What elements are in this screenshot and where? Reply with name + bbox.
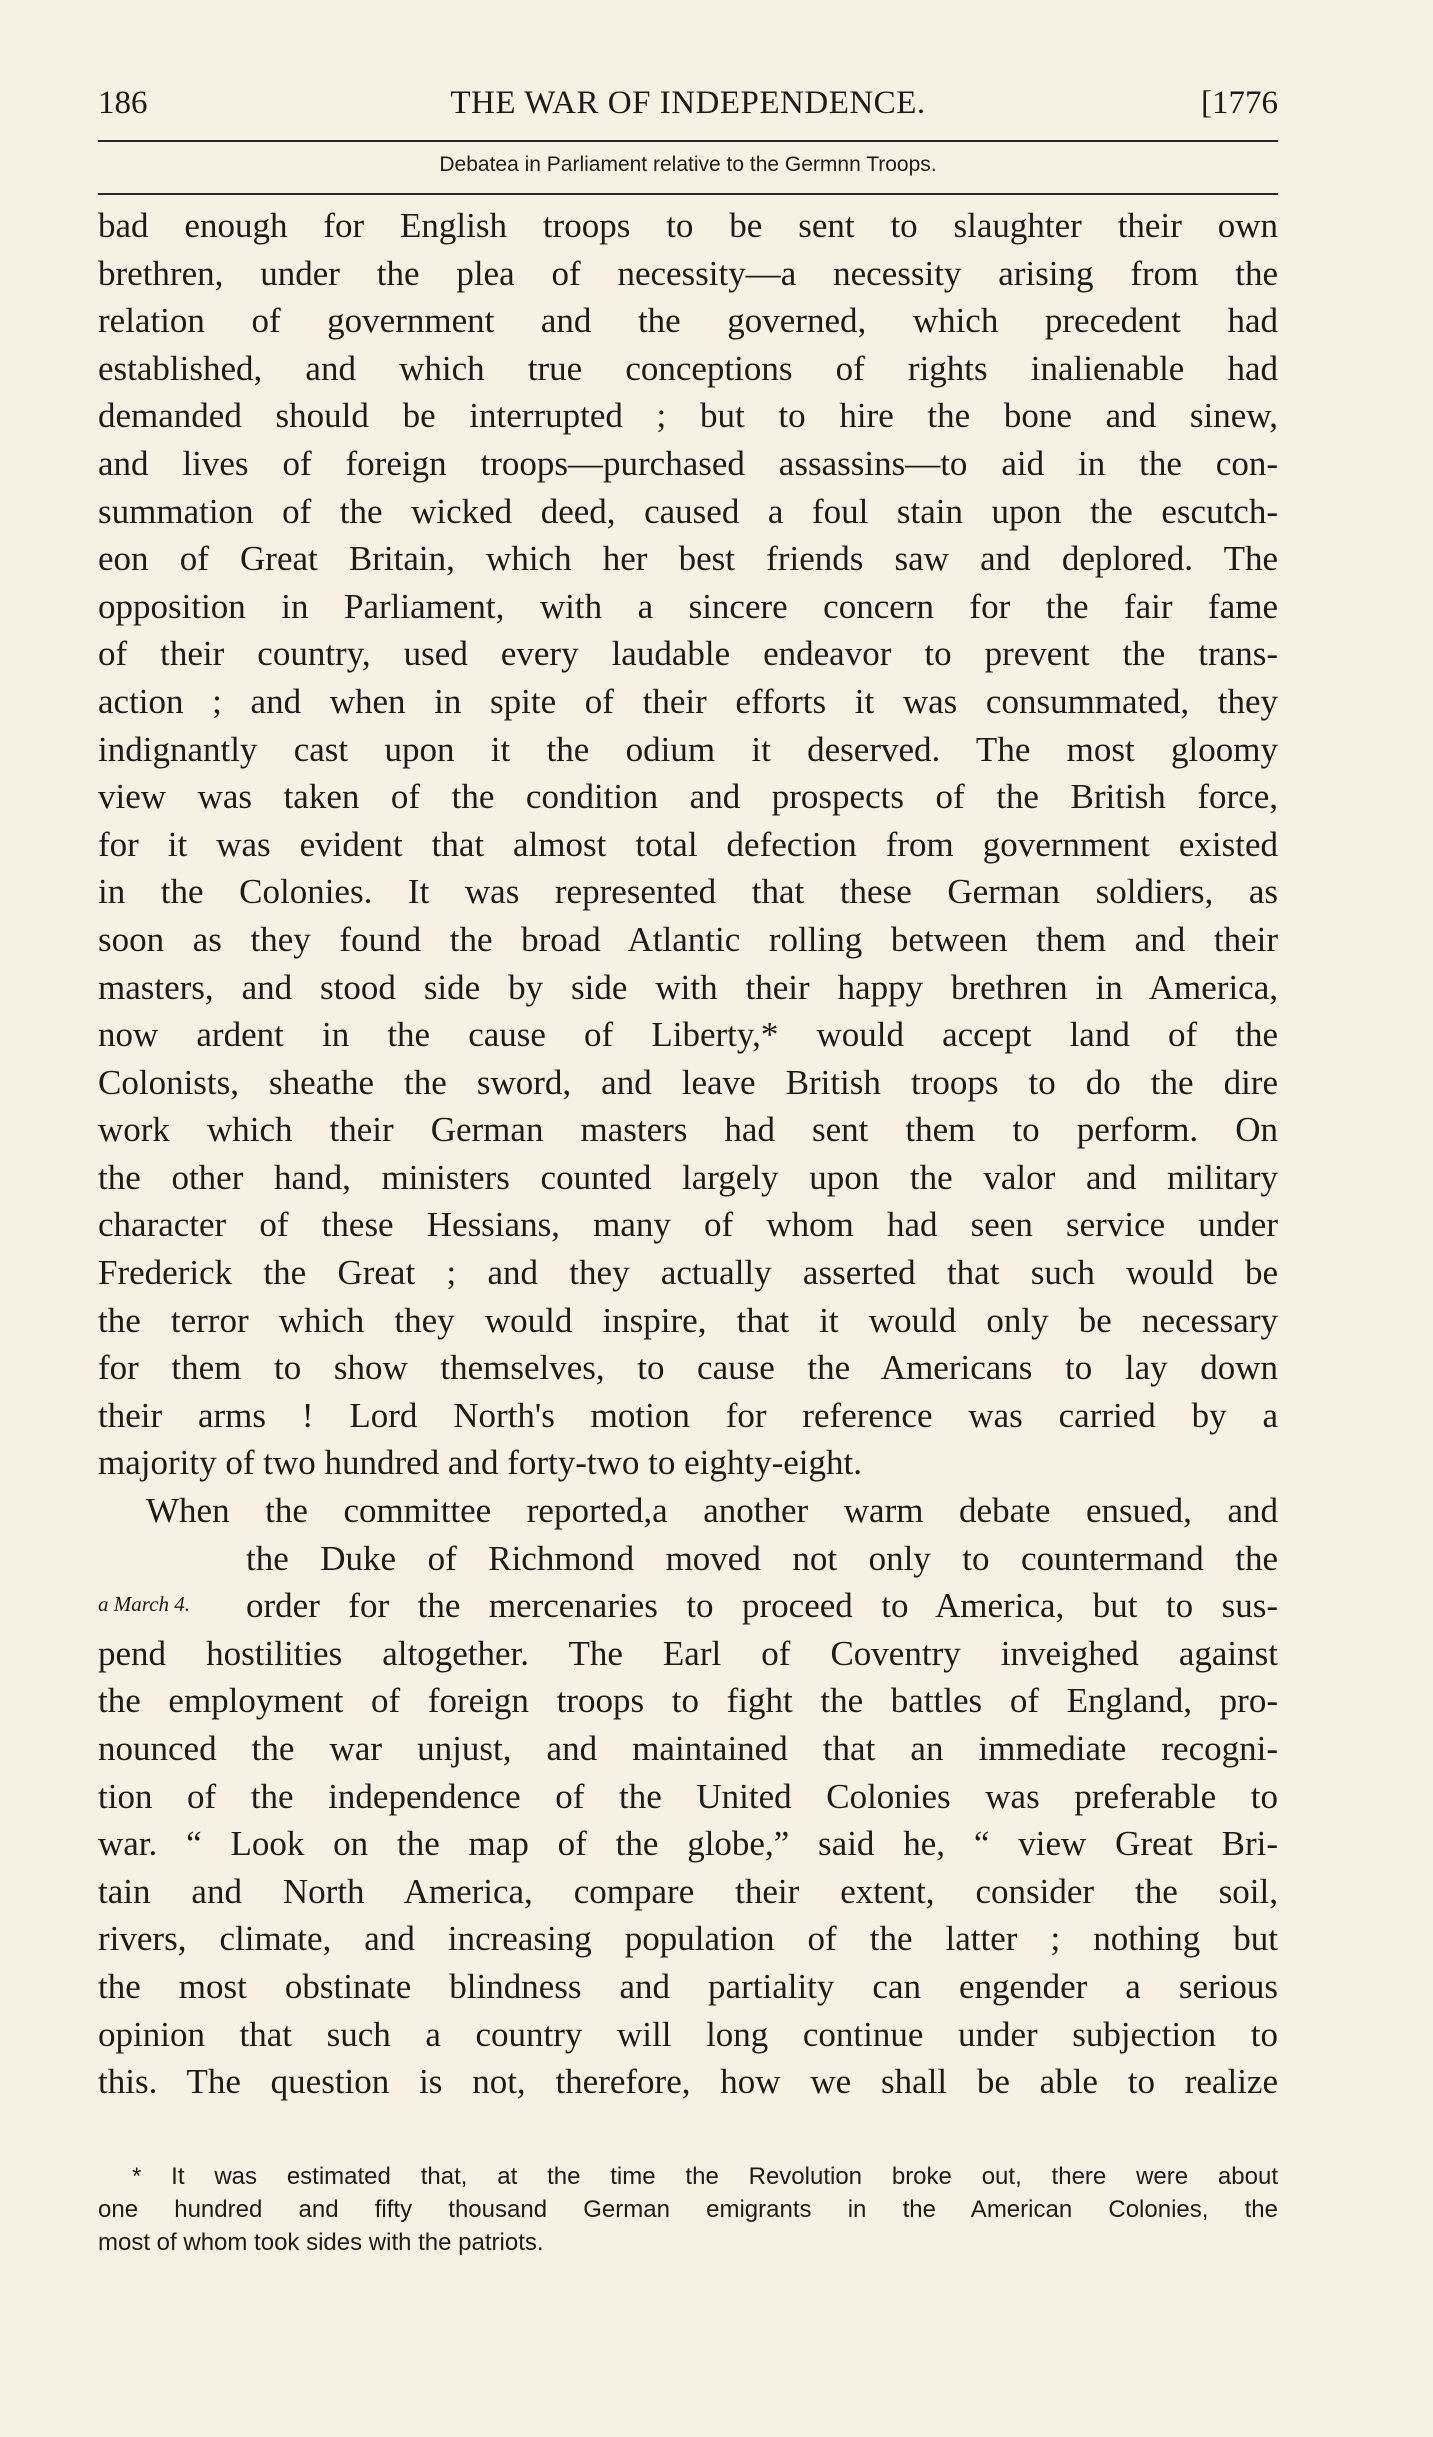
footnote-line: * It was estimated that, at the time the Revolution broke out, there were about bbox=[132, 2163, 1278, 2190]
header-rule-top bbox=[98, 140, 1278, 142]
section-subheading: Debatea in Parliament relative to the Germnn Troops. bbox=[439, 153, 937, 176]
text-line: nounced the war unjust, and maintained that an immediate recogni- bbox=[98, 1729, 1278, 1768]
footnote-line: most of whom took sides with the patriots. bbox=[98, 2229, 544, 2256]
text-line: in the Colonies. It was represented that these German soldiers, as bbox=[98, 872, 1278, 912]
text-line: work which their German masters had sent them to perform. On bbox=[98, 1110, 1278, 1150]
text-line: and lives of foreign troops—purchased assassins—to aid in the con- bbox=[98, 443, 1278, 483]
footnote bbox=[98, 2160, 1278, 2259]
text-line: this. The question is not, therefore, how we shall be able to realize bbox=[98, 2062, 1278, 2102]
text-line: demanded should be interrupted ; but to hire the bone and sinew, bbox=[98, 396, 1278, 436]
text-line: Frederick the Great ; and they actually asserted that such would be bbox=[98, 1253, 1278, 1293]
text-line: rivers, climate, and increasing population of the latter ; nothing but bbox=[98, 1919, 1278, 1959]
text-line: view was taken of the condition and prospects of the British force, bbox=[98, 777, 1278, 817]
text-line: opinion that such a country will long continue under subjection to bbox=[98, 2014, 1278, 2054]
margin-note: a March 4. bbox=[98, 1592, 190, 1616]
text-line: the employment of foreign troops to fight the battles of England, pro- bbox=[98, 1681, 1278, 1721]
text-line: the other hand, ministers counted largely upon the valor and military bbox=[98, 1157, 1278, 1197]
text-line: opposition in Parliament, with a sincere concern for the fair fame bbox=[98, 586, 1278, 626]
text-line: war. “ Look on the map of the globe,” said he, “ view Great Bri- bbox=[98, 1824, 1278, 1864]
text-line: Colonists, sheathe the sword, and leave British troops to do the dire bbox=[98, 1062, 1278, 1102]
text-line: for them to show themselves, to cause the Americans to lay down bbox=[98, 1348, 1278, 1388]
text-line: masters, and stood side by side with their happy brethren in America, bbox=[98, 967, 1278, 1007]
text-line: the most obstinate blindness and partiality can engender a serious bbox=[98, 1966, 1278, 2006]
text-line: soon as they found the broad Atlantic rolling between them and their bbox=[98, 919, 1278, 959]
text-line: eon of Great Britain, which her best friends saw and deplored. The bbox=[98, 539, 1278, 579]
running-title: THE WAR OF INDEPENDENCE. bbox=[450, 85, 926, 121]
header-rule-bottom bbox=[98, 193, 1278, 195]
text-line: bad enough for English troops to be sent to slaughter their own bbox=[98, 206, 1278, 245]
body-text bbox=[98, 202, 1278, 2106]
text-line: brethren, under the plea of necessity—a necessity arising from the bbox=[98, 253, 1278, 293]
text-line: now ardent in the cause of Liberty,* would accept land of the bbox=[98, 1015, 1278, 1055]
text-line: action ; and when in spite of their efforts it was consummated, they bbox=[98, 681, 1278, 721]
text-line: order for the mercenaries to proceed to America, but to sus- bbox=[246, 1586, 1278, 1626]
text-line: the Duke of Richmond moved not only to countermand the bbox=[246, 1538, 1278, 1578]
text-line: When the committee reported,a another warm debate ensued, and bbox=[146, 1491, 1278, 1531]
text-line: tain and North America, compare their extent, consider the soil, bbox=[98, 1871, 1278, 1911]
text-line: relation of government and the governed, which precedent had bbox=[98, 301, 1278, 341]
running-year: [1776 bbox=[1201, 85, 1278, 121]
footnote-line: one hundred and fifty thousand German emigrants in the American Colonies, the bbox=[98, 2196, 1278, 2223]
text-line: indignantly cast upon it the odium it deserved. The most gloomy bbox=[98, 729, 1278, 769]
text-line: for it was evident that almost total defection from government existed bbox=[98, 824, 1278, 864]
text-line: of their country, used every laudable endeavor to prevent the trans- bbox=[98, 634, 1278, 674]
page-number: 186 bbox=[98, 85, 148, 121]
text-line: established, and which true conceptions of rights inalienable had bbox=[98, 348, 1278, 388]
text-line: the terror which they would inspire, that it would only be necessary bbox=[98, 1300, 1278, 1340]
text-line: summation of the wicked deed, caused a foul stain upon the escutch- bbox=[98, 491, 1278, 531]
text-line: their arms ! Lord North's motion for reference was carried by a bbox=[98, 1395, 1278, 1435]
text-line: character of these Hessians, many of whom had seen service under bbox=[98, 1205, 1278, 1245]
text-line: pend hostilities altogether. The Earl of Coventry inveighed against bbox=[98, 1633, 1278, 1673]
text-line: majority of two hundred and forty-two to eighty-eight. bbox=[98, 1443, 863, 1483]
text-line: tion of the independence of the United Colonies was preferable to bbox=[98, 1776, 1278, 1816]
running-head bbox=[98, 78, 1278, 128]
